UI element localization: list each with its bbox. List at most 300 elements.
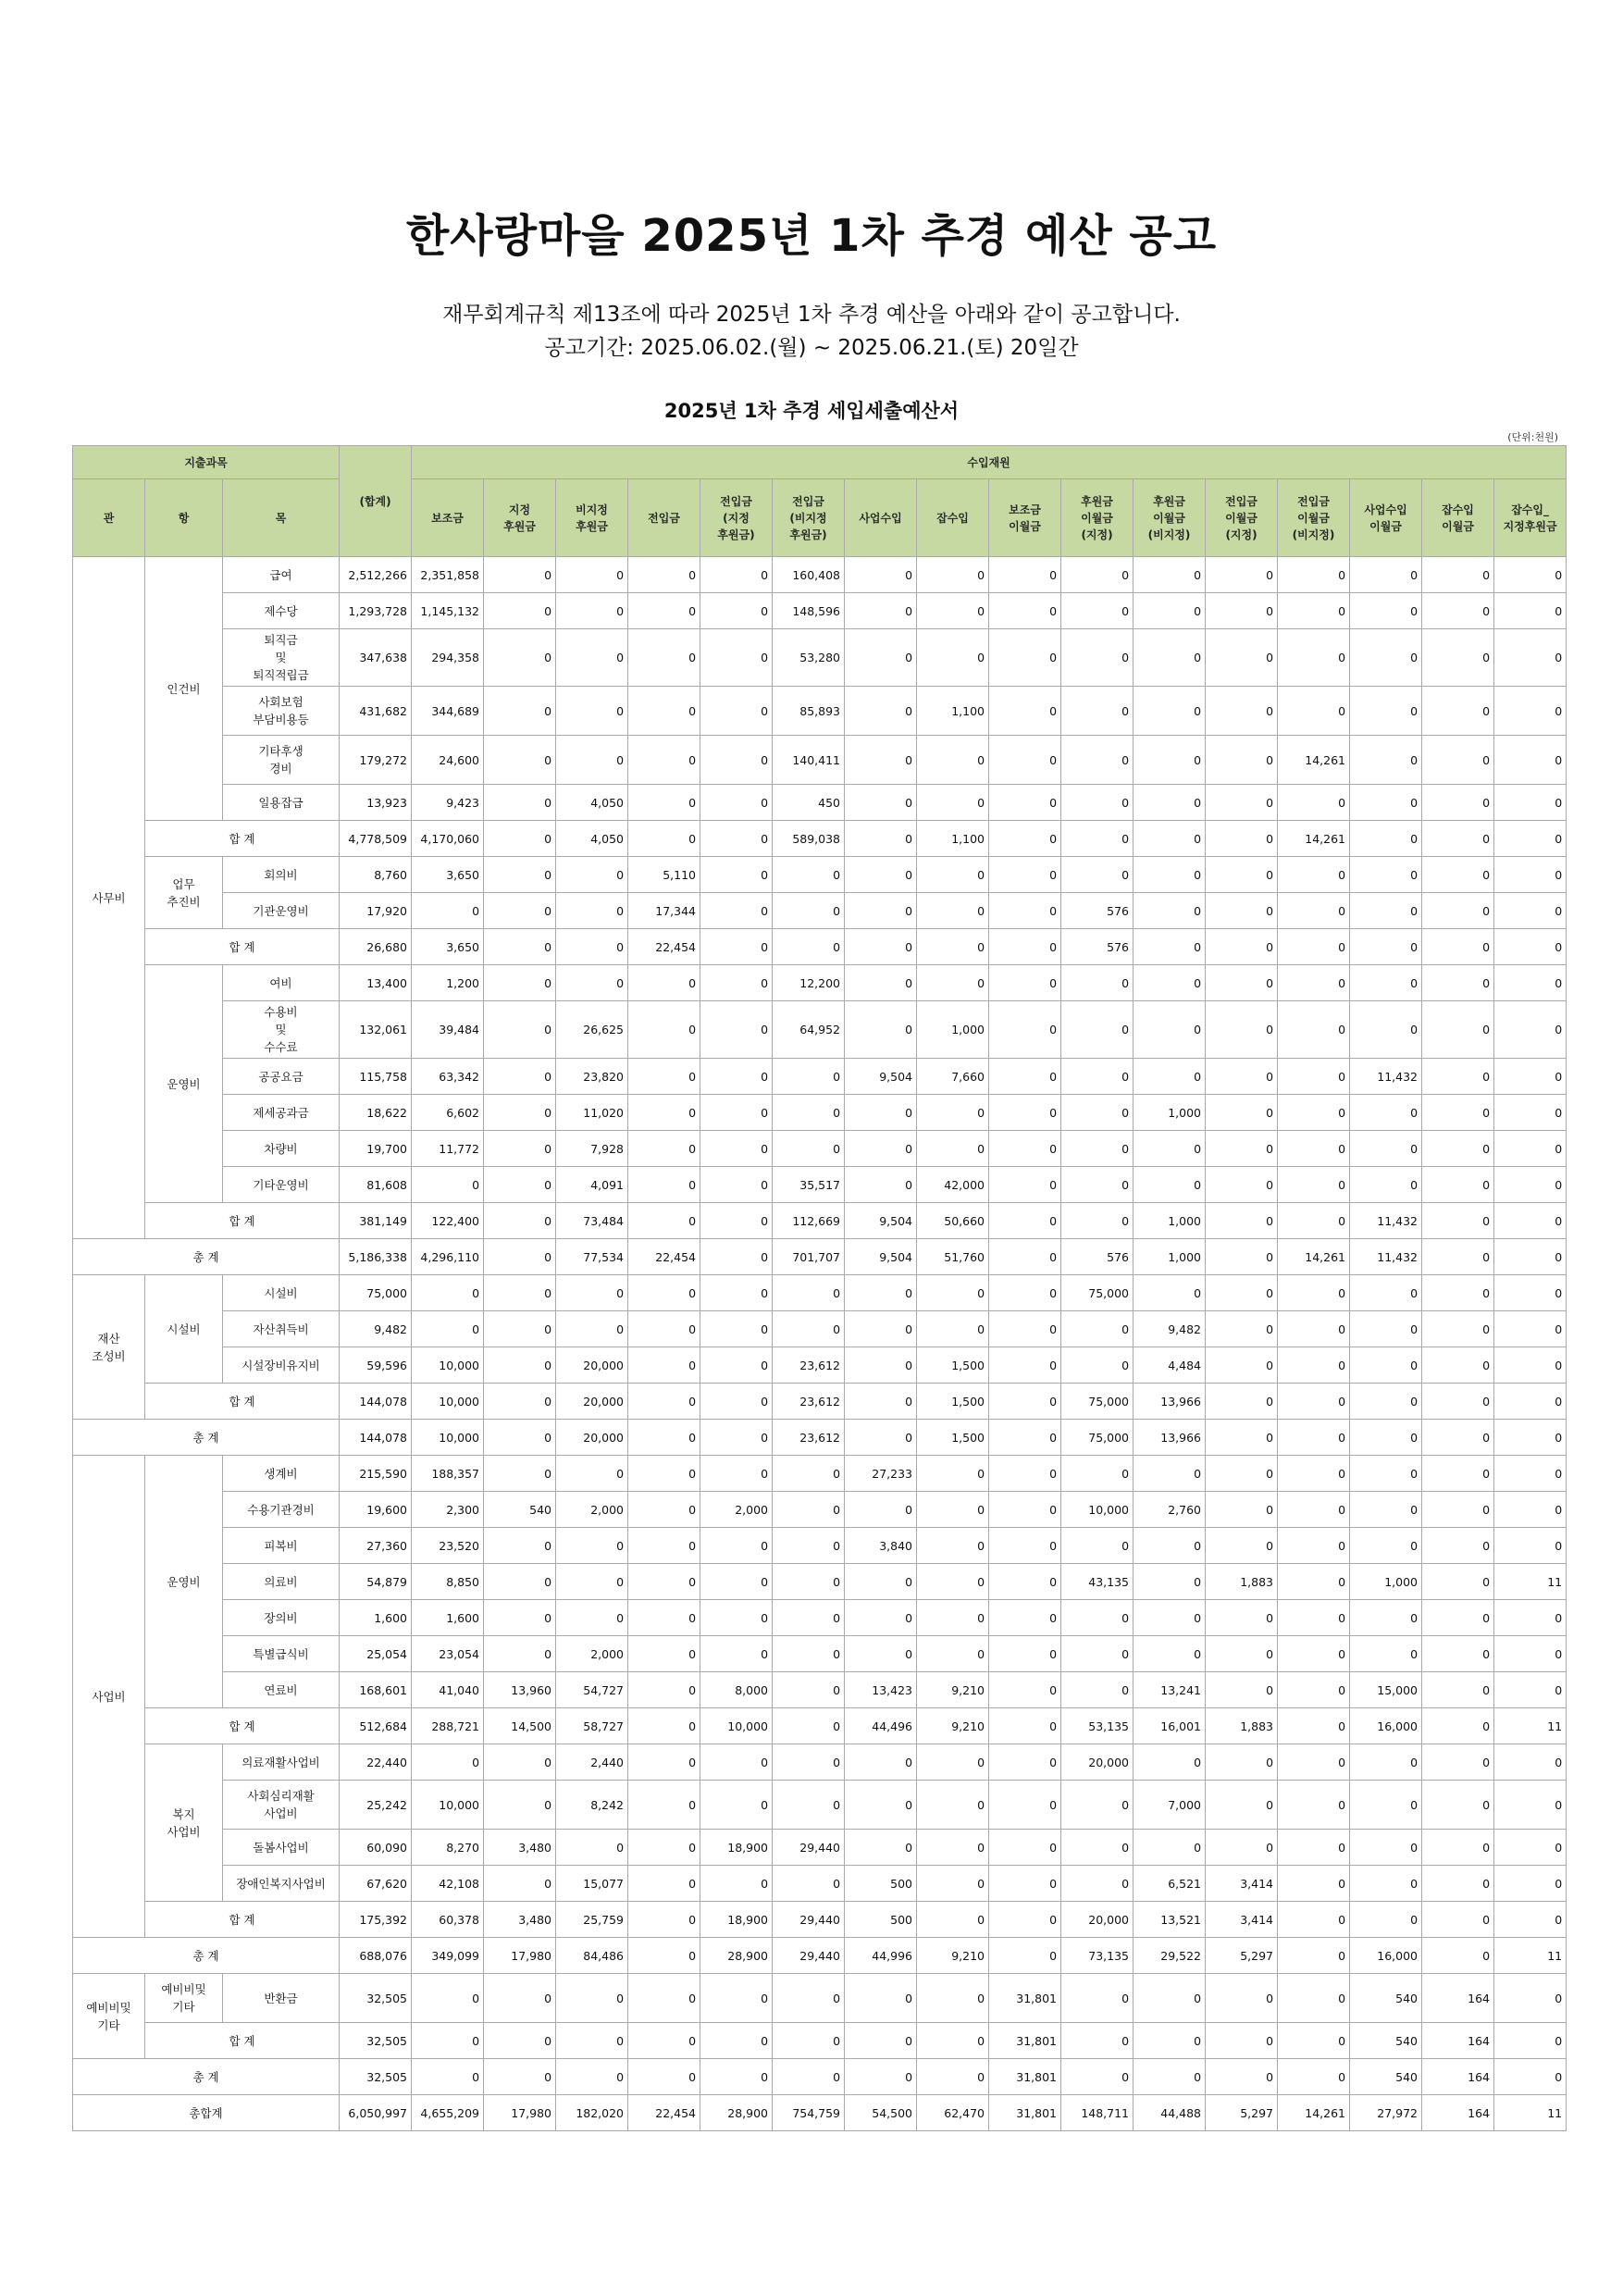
value-cell: 0 bbox=[1422, 1275, 1494, 1311]
value-cell: 0 bbox=[1422, 593, 1494, 629]
value-cell: 22,454 bbox=[628, 929, 700, 965]
value-cell: 0 bbox=[1134, 929, 1206, 965]
grand-total-label: 총 계 bbox=[73, 1420, 340, 1456]
value-cell: 29,522 bbox=[1134, 1938, 1206, 1974]
mok-cell: 돌봄사업비 bbox=[223, 1830, 340, 1866]
table-row bbox=[73, 1203, 1567, 1239]
table-row bbox=[73, 1708, 1567, 1744]
value-cell: 7,660 bbox=[917, 1059, 989, 1095]
value-cell: 0 bbox=[1134, 687, 1206, 736]
subtotal-label: 합 계 bbox=[145, 2023, 340, 2059]
value-cell: 0 bbox=[484, 2059, 556, 2095]
value-cell: 0 bbox=[845, 1131, 917, 1167]
value-cell: 0 bbox=[1278, 1384, 1350, 1420]
value-cell: 0 bbox=[1350, 1456, 1422, 1492]
value-cell: 31,801 bbox=[989, 1974, 1061, 2023]
value-cell: 2,000 bbox=[700, 1492, 773, 1528]
value-cell: 0 bbox=[1206, 2059, 1278, 2095]
value-cell: 589,038 bbox=[773, 821, 845, 857]
table-row bbox=[73, 1492, 1567, 1528]
value-cell: 0 bbox=[845, 1420, 917, 1456]
value-cell: 0 bbox=[773, 1781, 845, 1830]
row-total-value: 13,923 bbox=[340, 785, 412, 821]
value-cell: 0 bbox=[556, 1830, 628, 1866]
header-col-1: 지정 후원금 bbox=[484, 479, 556, 557]
row-total-value: 1,293,728 bbox=[340, 593, 412, 629]
value-cell: 148,596 bbox=[773, 593, 845, 629]
value-cell: 0 bbox=[700, 857, 773, 893]
value-cell: 0 bbox=[1422, 1866, 1494, 1902]
table-row bbox=[73, 1456, 1567, 1492]
value-cell: 0 bbox=[1494, 893, 1567, 929]
value-cell: 0 bbox=[484, 1600, 556, 1636]
value-cell: 0 bbox=[412, 2059, 484, 2095]
value-cell: 13,423 bbox=[845, 1672, 917, 1708]
value-cell: 0 bbox=[700, 1095, 773, 1131]
hang-cell: 운영비 bbox=[145, 965, 223, 1203]
value-cell: 4,050 bbox=[556, 785, 628, 821]
value-cell: 0 bbox=[845, 1492, 917, 1528]
value-cell: 8,850 bbox=[412, 1564, 484, 1600]
value-cell: 0 bbox=[1134, 1636, 1206, 1672]
value-cell: 0 bbox=[1278, 1347, 1350, 1384]
mok-cell: 차량비 bbox=[223, 1131, 340, 1167]
value-cell: 0 bbox=[1422, 1347, 1494, 1384]
value-cell: 0 bbox=[989, 1131, 1061, 1167]
value-cell: 0 bbox=[628, 1275, 700, 1311]
row-total-value: 688,076 bbox=[340, 1938, 412, 1974]
value-cell: 0 bbox=[412, 1974, 484, 2023]
value-cell: 576 bbox=[1061, 893, 1134, 929]
value-cell: 0 bbox=[1494, 1974, 1567, 2023]
table-row bbox=[73, 2023, 1567, 2059]
value-cell: 0 bbox=[1278, 1095, 1350, 1131]
value-cell: 122,400 bbox=[412, 1203, 484, 1239]
value-cell: 0 bbox=[484, 1781, 556, 1830]
value-cell: 0 bbox=[1278, 1001, 1350, 1059]
value-cell: 0 bbox=[1422, 1095, 1494, 1131]
value-cell: 0 bbox=[1278, 965, 1350, 1001]
value-cell: 2,000 bbox=[556, 1636, 628, 1672]
value-cell: 0 bbox=[1278, 857, 1350, 893]
header-mok: 목 bbox=[223, 479, 340, 557]
value-cell: 4,484 bbox=[1134, 1347, 1206, 1384]
value-cell: 2,000 bbox=[556, 1492, 628, 1528]
value-cell: 0 bbox=[845, 1001, 917, 1059]
value-cell: 0 bbox=[845, 1600, 917, 1636]
value-cell: 5,297 bbox=[1206, 1938, 1278, 1974]
value-cell: 0 bbox=[1350, 821, 1422, 857]
value-cell: 9,482 bbox=[1134, 1311, 1206, 1347]
value-cell: 0 bbox=[1206, 1744, 1278, 1781]
value-cell: 23,520 bbox=[412, 1528, 484, 1564]
value-cell: 41,040 bbox=[412, 1672, 484, 1708]
row-total-value: 144,078 bbox=[340, 1384, 412, 1420]
value-cell: 3,480 bbox=[484, 1830, 556, 1866]
header-col-9: 후원금 이월금 (지정) bbox=[1061, 479, 1134, 557]
value-cell: 0 bbox=[1422, 557, 1494, 593]
value-cell: 0 bbox=[917, 1744, 989, 1781]
value-cell: 0 bbox=[1278, 1275, 1350, 1311]
value-cell: 0 bbox=[845, 1636, 917, 1672]
value-cell: 0 bbox=[1350, 1781, 1422, 1830]
value-cell: 0 bbox=[628, 2023, 700, 2059]
value-cell: 0 bbox=[1422, 785, 1494, 821]
row-total-value: 19,600 bbox=[340, 1492, 412, 1528]
value-cell: 0 bbox=[1134, 785, 1206, 821]
value-cell: 0 bbox=[1350, 1600, 1422, 1636]
subtotal-label: 합 계 bbox=[145, 1708, 340, 1744]
value-cell: 0 bbox=[628, 1938, 700, 1974]
mok-cell: 연료비 bbox=[223, 1672, 340, 1708]
value-cell: 0 bbox=[1278, 593, 1350, 629]
value-cell: 0 bbox=[773, 1672, 845, 1708]
value-cell: 0 bbox=[628, 1167, 700, 1203]
value-cell: 0 bbox=[1494, 929, 1567, 965]
value-cell: 0 bbox=[1494, 1347, 1567, 1384]
value-cell: 0 bbox=[989, 1744, 1061, 1781]
header-col-8: 보조금 이월금 bbox=[989, 479, 1061, 557]
value-cell: 0 bbox=[1278, 1938, 1350, 1974]
value-cell: 0 bbox=[773, 1492, 845, 1528]
value-cell: 3,840 bbox=[845, 1528, 917, 1564]
value-cell: 10,000 bbox=[412, 1347, 484, 1384]
value-cell: 1,500 bbox=[917, 1420, 989, 1456]
header-total: (합계) bbox=[340, 446, 412, 557]
value-cell: 0 bbox=[484, 629, 556, 687]
value-cell: 0 bbox=[917, 1902, 989, 1938]
hang-cell: 인건비 bbox=[145, 557, 223, 821]
value-cell: 0 bbox=[1206, 629, 1278, 687]
value-cell: 0 bbox=[1134, 1456, 1206, 1492]
value-cell: 0 bbox=[845, 857, 917, 893]
value-cell: 5,110 bbox=[628, 857, 700, 893]
value-cell: 0 bbox=[1422, 1636, 1494, 1672]
mok-cell: 기타후생 경비 bbox=[223, 736, 340, 785]
value-cell: 50,660 bbox=[917, 1203, 989, 1239]
table-row bbox=[73, 1938, 1567, 1974]
value-cell: 0 bbox=[1278, 1708, 1350, 1744]
table-row bbox=[73, 1636, 1567, 1672]
value-cell: 0 bbox=[1206, 1672, 1278, 1708]
value-cell: 0 bbox=[1422, 687, 1494, 736]
value-cell: 0 bbox=[484, 687, 556, 736]
value-cell: 0 bbox=[628, 1781, 700, 1830]
table-row bbox=[73, 965, 1567, 1001]
value-cell: 27,233 bbox=[845, 1456, 917, 1492]
value-cell: 75,000 bbox=[1061, 1275, 1134, 1311]
value-cell: 0 bbox=[1134, 1974, 1206, 2023]
value-cell: 0 bbox=[484, 1974, 556, 2023]
value-cell: 0 bbox=[556, 1456, 628, 1492]
row-total-value: 32,505 bbox=[340, 2059, 412, 2095]
value-cell: 0 bbox=[1494, 2023, 1567, 2059]
table-row bbox=[73, 1902, 1567, 1938]
header-gwan: 관 bbox=[73, 479, 145, 557]
row-total-value: 81,608 bbox=[340, 1167, 412, 1203]
value-cell: 4,091 bbox=[556, 1167, 628, 1203]
value-cell: 0 bbox=[1278, 1744, 1350, 1781]
value-cell: 51,760 bbox=[917, 1239, 989, 1275]
value-cell: 9,504 bbox=[845, 1203, 917, 1239]
value-cell: 0 bbox=[1494, 687, 1567, 736]
table-row bbox=[73, 593, 1567, 629]
value-cell: 0 bbox=[484, 1744, 556, 1781]
value-cell: 0 bbox=[989, 1001, 1061, 1059]
value-cell: 0 bbox=[1134, 1564, 1206, 1600]
gwan-cell: 사무비 bbox=[73, 557, 145, 1239]
value-cell: 0 bbox=[484, 965, 556, 1001]
value-cell: 0 bbox=[917, 1600, 989, 1636]
value-cell: 754,759 bbox=[773, 2095, 845, 2131]
value-cell: 0 bbox=[1494, 1744, 1567, 1781]
value-cell: 0 bbox=[845, 1744, 917, 1781]
value-cell: 0 bbox=[1278, 1167, 1350, 1203]
value-cell: 0 bbox=[1061, 1672, 1134, 1708]
header-col-7: 잡수입 bbox=[917, 479, 989, 557]
table-row bbox=[73, 1672, 1567, 1708]
value-cell: 0 bbox=[1494, 1830, 1567, 1866]
value-cell: 0 bbox=[1134, 821, 1206, 857]
mok-cell: 수용기관경비 bbox=[223, 1492, 340, 1528]
value-cell: 0 bbox=[1278, 1456, 1350, 1492]
value-cell: 12,200 bbox=[773, 965, 845, 1001]
value-cell: 0 bbox=[628, 1866, 700, 1902]
value-cell: 182,020 bbox=[556, 2095, 628, 2131]
table-row bbox=[73, 1167, 1567, 1203]
value-cell: 0 bbox=[1134, 736, 1206, 785]
value-cell: 0 bbox=[1061, 1059, 1134, 1095]
value-cell: 14,261 bbox=[1278, 2095, 1350, 2131]
mok-cell: 여비 bbox=[223, 965, 340, 1001]
value-cell: 0 bbox=[1061, 1456, 1134, 1492]
value-cell: 14,261 bbox=[1278, 1239, 1350, 1275]
row-total-value: 179,272 bbox=[340, 736, 412, 785]
value-cell: 0 bbox=[700, 1420, 773, 1456]
value-cell: 0 bbox=[484, 1239, 556, 1275]
row-total-value: 17,920 bbox=[340, 893, 412, 929]
mok-cell: 의료재활사업비 bbox=[223, 1744, 340, 1781]
value-cell: 0 bbox=[1350, 857, 1422, 893]
value-cell: 0 bbox=[628, 1384, 700, 1420]
value-cell: 0 bbox=[628, 965, 700, 1001]
value-cell: 0 bbox=[989, 1059, 1061, 1095]
value-cell: 0 bbox=[917, 965, 989, 1001]
value-cell: 0 bbox=[773, 1708, 845, 1744]
value-cell: 0 bbox=[628, 1902, 700, 1938]
value-cell: 0 bbox=[989, 1564, 1061, 1600]
value-cell: 0 bbox=[989, 1781, 1061, 1830]
value-cell: 0 bbox=[1422, 1167, 1494, 1203]
row-total-value: 175,392 bbox=[340, 1902, 412, 1938]
value-cell: 0 bbox=[484, 893, 556, 929]
value-cell: 0 bbox=[484, 1203, 556, 1239]
mok-cell: 장애인복지사업비 bbox=[223, 1866, 340, 1902]
value-cell: 0 bbox=[989, 965, 1061, 1001]
value-cell: 0 bbox=[917, 2023, 989, 2059]
value-cell: 0 bbox=[773, 2023, 845, 2059]
value-cell: 0 bbox=[700, 1564, 773, 1600]
value-cell: 0 bbox=[1278, 1781, 1350, 1830]
value-cell: 0 bbox=[1494, 1311, 1567, 1347]
value-cell: 0 bbox=[989, 1672, 1061, 1708]
value-cell: 0 bbox=[845, 687, 917, 736]
value-cell: 0 bbox=[1061, 1866, 1134, 1902]
value-cell: 0 bbox=[1494, 1001, 1567, 1059]
value-cell: 0 bbox=[1494, 1203, 1567, 1239]
table-row bbox=[73, 629, 1567, 687]
row-total-value: 32,505 bbox=[340, 2023, 412, 2059]
value-cell: 0 bbox=[700, 2059, 773, 2095]
value-cell: 0 bbox=[989, 1866, 1061, 1902]
value-cell: 0 bbox=[1278, 1492, 1350, 1528]
value-cell: 13,241 bbox=[1134, 1672, 1206, 1708]
value-cell: 0 bbox=[1494, 965, 1567, 1001]
value-cell: 0 bbox=[700, 1744, 773, 1781]
header-col-2: 비지정 후원금 bbox=[556, 479, 628, 557]
value-cell: 0 bbox=[773, 1095, 845, 1131]
value-cell: 0 bbox=[628, 1095, 700, 1131]
grand-total-label: 총합계 bbox=[73, 2095, 340, 2131]
table-row bbox=[73, 1239, 1567, 1275]
value-cell: 27,972 bbox=[1350, 2095, 1422, 2131]
value-cell: 0 bbox=[700, 1866, 773, 1902]
value-cell: 0 bbox=[1134, 593, 1206, 629]
value-cell: 0 bbox=[845, 1384, 917, 1420]
value-cell: 0 bbox=[917, 2059, 989, 2095]
value-cell: 540 bbox=[1350, 2023, 1422, 2059]
value-cell: 0 bbox=[989, 1384, 1061, 1420]
hang-cell: 복지 사업비 bbox=[145, 1744, 223, 1902]
row-total-value: 60,090 bbox=[340, 1830, 412, 1866]
value-cell: 23,820 bbox=[556, 1059, 628, 1095]
value-cell: 44,488 bbox=[1134, 2095, 1206, 2131]
value-cell: 6,521 bbox=[1134, 1866, 1206, 1902]
value-cell: 0 bbox=[773, 1456, 845, 1492]
value-cell: 10,000 bbox=[412, 1781, 484, 1830]
value-cell: 0 bbox=[773, 1275, 845, 1311]
subtotal-label: 합 계 bbox=[145, 1384, 340, 1420]
row-total-value: 6,050,997 bbox=[340, 2095, 412, 2131]
value-cell: 0 bbox=[1278, 1420, 1350, 1456]
value-cell: 0 bbox=[1350, 1866, 1422, 1902]
value-cell: 0 bbox=[773, 1974, 845, 2023]
value-cell: 2,351,858 bbox=[412, 557, 484, 593]
value-cell: 0 bbox=[1061, 736, 1134, 785]
value-cell: 0 bbox=[412, 893, 484, 929]
value-cell: 0 bbox=[1278, 1672, 1350, 1708]
value-cell: 0 bbox=[628, 1528, 700, 1564]
value-cell: 0 bbox=[1350, 1131, 1422, 1167]
value-cell: 0 bbox=[700, 1167, 773, 1203]
value-cell: 0 bbox=[1134, 1744, 1206, 1781]
value-cell: 0 bbox=[1422, 1781, 1494, 1830]
value-cell: 0 bbox=[1494, 1275, 1567, 1311]
value-cell: 0 bbox=[1350, 1636, 1422, 1672]
value-cell: 1,883 bbox=[1206, 1564, 1278, 1600]
row-total-value: 144,078 bbox=[340, 1420, 412, 1456]
value-cell: 13,966 bbox=[1134, 1384, 1206, 1420]
mok-cell: 기타운영비 bbox=[223, 1167, 340, 1203]
value-cell: 0 bbox=[700, 821, 773, 857]
value-cell: 0 bbox=[628, 687, 700, 736]
value-cell: 0 bbox=[484, 821, 556, 857]
value-cell: 0 bbox=[1422, 893, 1494, 929]
value-cell: 54,500 bbox=[845, 2095, 917, 2131]
value-cell: 0 bbox=[484, 1311, 556, 1347]
value-cell: 0 bbox=[917, 1830, 989, 1866]
value-cell: 0 bbox=[484, 736, 556, 785]
header-hang: 항 bbox=[145, 479, 223, 557]
value-cell: 13,966 bbox=[1134, 1420, 1206, 1456]
value-cell: 0 bbox=[700, 1347, 773, 1384]
value-cell: 0 bbox=[1278, 1830, 1350, 1866]
mok-cell: 사회보험 부담비용등 bbox=[223, 687, 340, 736]
value-cell: 10,000 bbox=[412, 1384, 484, 1420]
value-cell: 35,517 bbox=[773, 1167, 845, 1203]
value-cell: 0 bbox=[1494, 1902, 1567, 1938]
page-title: 한사랑마을 2025년 1차 추경 예산 공고 bbox=[405, 210, 1218, 262]
grand-total-label: 총 계 bbox=[73, 2059, 340, 2095]
value-cell: 16,001 bbox=[1134, 1708, 1206, 1744]
value-cell: 0 bbox=[1206, 929, 1278, 965]
value-cell: 0 bbox=[1061, 1636, 1134, 1672]
value-cell: 1,000 bbox=[917, 1001, 989, 1059]
value-cell: 0 bbox=[484, 1167, 556, 1203]
value-cell: 0 bbox=[989, 857, 1061, 893]
grand-total-label: 총 계 bbox=[73, 1239, 340, 1275]
value-cell: 0 bbox=[1206, 1781, 1278, 1830]
value-cell: 1,500 bbox=[917, 1384, 989, 1420]
value-cell: 1,000 bbox=[1134, 1203, 1206, 1239]
value-cell: 0 bbox=[1134, 1001, 1206, 1059]
value-cell: 6,602 bbox=[412, 1095, 484, 1131]
value-cell: 0 bbox=[1422, 1672, 1494, 1708]
value-cell: 23,612 bbox=[773, 1347, 845, 1384]
value-cell: 0 bbox=[700, 629, 773, 687]
value-cell: 0 bbox=[1278, 687, 1350, 736]
value-cell: 0 bbox=[1494, 736, 1567, 785]
value-cell: 164 bbox=[1422, 1974, 1494, 2023]
value-cell: 25,759 bbox=[556, 1902, 628, 1938]
table-row bbox=[73, 557, 1567, 593]
value-cell: 53,280 bbox=[773, 629, 845, 687]
value-cell: 1,200 bbox=[412, 965, 484, 1001]
table-row bbox=[73, 2095, 1567, 2131]
value-cell: 0 bbox=[917, 1492, 989, 1528]
value-cell: 0 bbox=[484, 1095, 556, 1131]
value-cell: 0 bbox=[1206, 1203, 1278, 1239]
value-cell: 0 bbox=[412, 1167, 484, 1203]
value-cell: 4,296,110 bbox=[412, 1239, 484, 1275]
value-cell: 0 bbox=[917, 1528, 989, 1564]
value-cell: 1,500 bbox=[917, 1347, 989, 1384]
value-cell: 0 bbox=[1494, 1456, 1567, 1492]
value-cell: 60,378 bbox=[412, 1902, 484, 1938]
value-cell: 16,000 bbox=[1350, 1938, 1422, 1974]
value-cell: 0 bbox=[1422, 1456, 1494, 1492]
value-cell: 0 bbox=[773, 857, 845, 893]
value-cell: 0 bbox=[700, 1636, 773, 1672]
value-cell: 0 bbox=[989, 1938, 1061, 1974]
value-cell: 3,414 bbox=[1206, 1902, 1278, 1938]
value-cell: 0 bbox=[845, 593, 917, 629]
value-cell: 0 bbox=[484, 929, 556, 965]
value-cell: 3,480 bbox=[484, 1902, 556, 1938]
value-cell: 0 bbox=[1061, 557, 1134, 593]
value-cell: 0 bbox=[989, 1275, 1061, 1311]
value-cell: 1,000 bbox=[1134, 1239, 1206, 1275]
